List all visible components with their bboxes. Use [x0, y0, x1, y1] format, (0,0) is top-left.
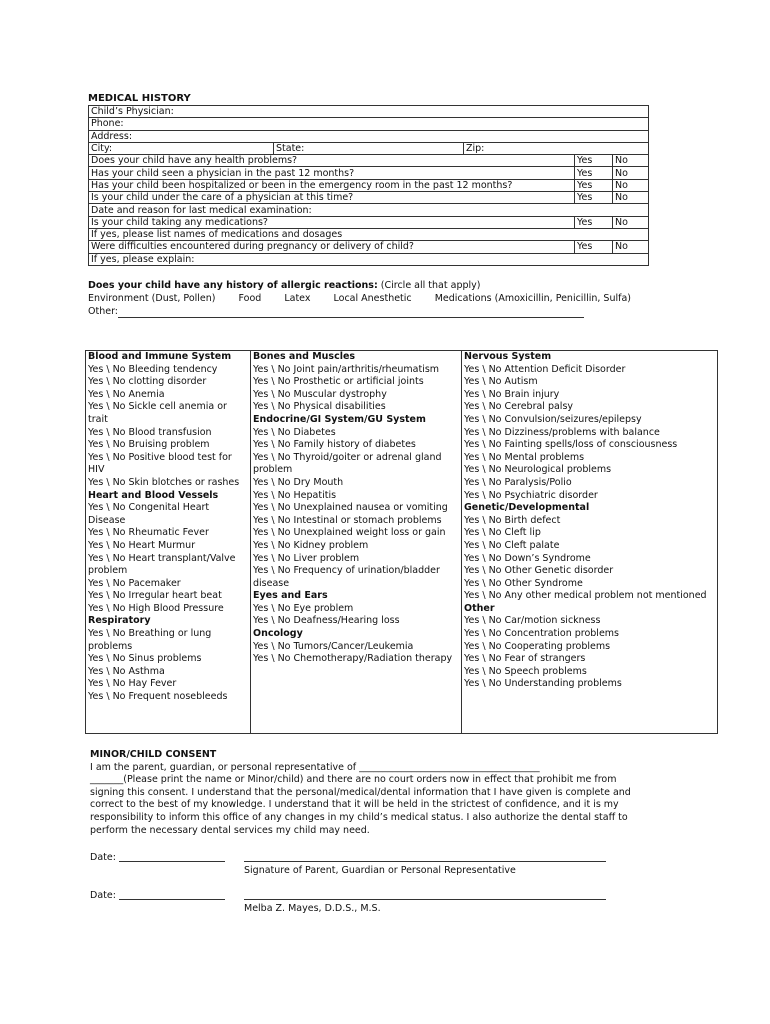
- condition-item[interactable]: Yes \ No Fainting spells/loss of consciousness: [464, 439, 678, 451]
- allergy-option[interactable]: Local Anesthetic: [333, 292, 412, 304]
- condition-item[interactable]: Yes \ No Pacemaker: [88, 577, 181, 589]
- condition-item[interactable]: Yes \ No Frequency of urination/bladder disease: [253, 565, 440, 589]
- no-option[interactable]: No: [613, 192, 649, 204]
- date-input-1[interactable]: [119, 861, 225, 862]
- question-medications: Is your child taking any medications?: [89, 216, 575, 228]
- question-hospitalized: Has your child been hospitalized or been in the emergency room in the past 12 months?: [89, 179, 575, 191]
- allergy-other-label: Other:: [88, 305, 119, 317]
- condition-item[interactable]: Yes \ No Physical disabilities: [253, 401, 386, 413]
- condition-item[interactable]: Yes \ No Congenital Heart Disease: [88, 502, 210, 526]
- doctor-caption: Melba Z. Mayes, D.D.S., M.S.: [244, 903, 381, 914]
- condition-item[interactable]: Yes \ No Fear of strangers: [464, 653, 586, 665]
- medications-list-field[interactable]: If yes, please list names of medications and dosages: [89, 228, 649, 240]
- consent-text-line: I am the parent, guardian, or personal representative of ______________________________________: [90, 761, 540, 773]
- consent-text-line: correct to the best of my knowledge. I understand that it will be held in the strictest of confidence, and it is my: [90, 799, 619, 811]
- condition-item[interactable]: Yes \ No Any other medical problem not mentioned: [464, 590, 707, 602]
- condition-item[interactable]: Yes \ No Other Syndrome: [464, 577, 583, 589]
- condition-item[interactable]: Yes \ No Bruising problem: [88, 439, 210, 451]
- medical-history-table: [88, 105, 649, 266]
- last-exam-field[interactable]: Date and reason for last medical examination:: [89, 204, 649, 216]
- signature-caption: Signature of Parent, Guardian or Personal Representative: [244, 865, 516, 876]
- condition-item[interactable]: Yes \ No Speech problems: [464, 665, 587, 677]
- condition-item[interactable]: Yes \ No Tumors/Cancer/Leukemia: [253, 640, 414, 652]
- medical-history-section: [88, 93, 648, 318]
- condition-item[interactable]: Yes \ No Birth defect: [464, 514, 561, 526]
- no-option[interactable]: No: [613, 216, 649, 228]
- no-option[interactable]: No: [613, 167, 649, 179]
- yes-option[interactable]: Yes: [575, 192, 613, 204]
- condition-item[interactable]: Yes \ No Heart Murmur: [88, 539, 196, 551]
- yes-option[interactable]: Yes: [575, 179, 613, 191]
- conditions-column-1: [86, 351, 250, 733]
- question-seen-physician: Has your child seen a physician in the past 12 months?: [89, 167, 575, 179]
- condition-item[interactable]: Yes \ No Concentration problems: [464, 628, 619, 640]
- date-input-2[interactable]: [119, 899, 225, 900]
- condition-item[interactable]: Yes \ No Paralysis/Polio: [464, 476, 572, 488]
- condition-item[interactable]: Yes \ No Brain injury: [464, 388, 560, 400]
- state-field[interactable]: State:: [274, 142, 464, 154]
- allergy-option[interactable]: Latex: [284, 292, 311, 304]
- condition-item[interactable]: Yes \ No Skin blotches or rashes: [88, 476, 240, 488]
- question-under-care: Is your child under the care of a physician at this time?: [89, 192, 575, 204]
- condition-item[interactable]: Yes \ No Prosthetic or artificial joints: [253, 376, 424, 388]
- condition-item[interactable]: Yes \ No Kidney problem: [253, 539, 369, 551]
- condition-item[interactable]: Yes \ No Car/motion sickness: [464, 615, 601, 627]
- conditions-column-2: [250, 351, 462, 733]
- consent-text-line: perform the necessary dental services my child may need.: [90, 824, 370, 836]
- no-option[interactable]: No: [613, 241, 649, 253]
- condition-item[interactable]: Yes \ No Deafness/Hearing loss: [253, 615, 400, 627]
- condition-item[interactable]: Yes \ No Psychiatric disorder: [464, 489, 598, 501]
- condition-item[interactable]: Yes \ No Muscular dystrophy: [253, 388, 387, 400]
- condition-item[interactable]: Yes \ No Unexplained nausea or vomiting: [253, 502, 448, 514]
- condition-item[interactable]: Yes \ No Blood transfusion: [88, 426, 212, 438]
- condition-item[interactable]: Yes \ No Dry Mouth: [253, 476, 344, 488]
- question-pregnancy: Were difficulties encountered during pregnancy or delivery of child?: [89, 241, 575, 253]
- condition-item[interactable]: Yes \ No High Blood Pressure: [88, 602, 224, 614]
- date-label-1: Date:: [90, 852, 116, 863]
- yes-option[interactable]: Yes: [575, 216, 613, 228]
- condition-item[interactable]: Yes \ No Family history of diabetes: [253, 439, 416, 451]
- zip-field[interactable]: Zip:: [464, 142, 649, 154]
- condition-item[interactable]: Yes \ No Hay Fever: [88, 678, 177, 690]
- condition-item[interactable]: Yes \ No Thyroid/goiter or adrenal gland problem: [253, 451, 442, 476]
- condition-item[interactable]: Yes \ No Mental problems: [464, 451, 585, 463]
- condition-group-heading: Blood and Immune System: [88, 351, 232, 362]
- allergy-other-input[interactable]: [118, 307, 584, 318]
- condition-group-heading: Heart and Blood Vessels: [88, 489, 219, 501]
- condition-item[interactable]: Yes \ No Sickle cell anemia or trait: [88, 401, 227, 425]
- condition-item[interactable]: Yes \ No Chemotherapy/Radiation therapy: [253, 653, 453, 665]
- allergy-section: [88, 279, 648, 318]
- condition-item[interactable]: Yes \ No Autism: [464, 376, 538, 388]
- condition-item[interactable]: Yes \ No Cooperating problems: [464, 640, 611, 652]
- city-field[interactable]: City:: [89, 142, 274, 154]
- condition-group-heading: Oncology: [253, 628, 303, 640]
- condition-group-heading: Endocrine/GI System/GU System: [253, 413, 426, 425]
- conditions-table: [85, 350, 718, 734]
- condition-item[interactable]: Yes \ No Unexplained weight loss or gain: [253, 527, 446, 539]
- condition-item[interactable]: Yes \ No Bleeding tendency: [88, 363, 218, 375]
- condition-item[interactable]: Yes \ No Anemia: [88, 388, 165, 400]
- yes-option[interactable]: Yes: [575, 167, 613, 179]
- condition-item[interactable]: Yes \ No clotting disorder: [88, 376, 207, 388]
- condition-group-heading: Eyes and Ears: [253, 590, 328, 602]
- yes-option[interactable]: Yes: [575, 155, 613, 167]
- condition-item[interactable]: Yes \ No Breathing or lung problems: [88, 628, 212, 652]
- allergy-option[interactable]: Food: [238, 292, 262, 304]
- question-health-problems: Does your child have any health problems?: [89, 155, 575, 167]
- condition-group-heading: Bones and Muscles: [253, 351, 356, 362]
- no-option[interactable]: No: [613, 179, 649, 191]
- allergy-option[interactable]: Medications (Amoxicillin, Penicillin, Sulfa): [434, 292, 631, 304]
- condition-item[interactable]: Yes \ No Dizziness/problems with balance: [464, 426, 660, 438]
- allergy-instruction: (Circle all that apply): [380, 279, 481, 291]
- no-option[interactable]: No: [613, 155, 649, 167]
- consent-title: MINOR/CHILD CONSENT: [90, 749, 217, 760]
- condition-group-heading: Nervous System: [464, 351, 552, 362]
- condition-item[interactable]: Yes \ No Hepatitis: [253, 489, 337, 501]
- condition-item[interactable]: Yes \ No Frequent nosebleeds: [88, 691, 228, 703]
- condition-group-heading: Respiratory: [88, 615, 151, 627]
- condition-item[interactable]: Yes \ No Joint pain/arthritis/rheumatism: [253, 363, 440, 375]
- medical-history-title: MEDICAL HISTORY: [88, 93, 191, 104]
- condition-group-heading: Genetic/Developmental: [464, 502, 590, 514]
- phone-field[interactable]: Phone:: [89, 118, 649, 130]
- address-field[interactable]: Address:: [89, 130, 649, 142]
- condition-item[interactable]: Yes \ No Positive blood test for HIV: [88, 451, 232, 476]
- condition-item[interactable]: Yes \ No Diabetes: [253, 426, 336, 438]
- allergy-question: Does your child have any history of allergic reactions:: [88, 279, 378, 291]
- signature-line[interactable]: [244, 861, 606, 862]
- physician-field[interactable]: Child’s Physician:: [89, 106, 649, 118]
- doctor-signature-line[interactable]: [244, 899, 606, 900]
- condition-item[interactable]: Yes \ No Other Genetic disorder: [464, 565, 614, 577]
- condition-item[interactable]: Yes \ No Intestinal or stomach problems: [253, 514, 442, 526]
- condition-item[interactable]: Yes \ No Understanding problems: [464, 678, 622, 690]
- condition-item[interactable]: Yes \ No Heart transplant/Valve problem: [88, 552, 236, 577]
- explain-field[interactable]: If yes, please explain:: [89, 253, 649, 265]
- condition-item[interactable]: Yes \ No Convulsion/seizures/epilepsy: [464, 413, 642, 425]
- condition-item[interactable]: Yes \ No Sinus problems: [88, 653, 202, 665]
- condition-item[interactable]: Yes \ No Attention Deficit Disorder: [464, 363, 626, 375]
- condition-item[interactable]: Yes \ No Cleft lip: [464, 527, 541, 539]
- condition-item[interactable]: Yes \ No Asthma: [88, 665, 165, 677]
- allergy-options: [88, 292, 648, 305]
- date-label-2: Date:: [90, 890, 116, 901]
- condition-item[interactable]: Yes \ No Liver problem: [253, 552, 360, 564]
- condition-item[interactable]: Yes \ No Cerebral palsy: [464, 401, 574, 413]
- consent-section: [90, 749, 690, 837]
- consent-text-line: _______(Please print the name or Minor/child) and there are no court orders now in effect that prohibit me from: [90, 774, 617, 786]
- consent-text-line: responsibility to inform this office of any changes in my child’s medical status. I also authorize the dental staff to: [90, 811, 628, 823]
- allergy-option[interactable]: Environment (Dust, Pollen): [88, 292, 216, 304]
- condition-item[interactable]: Yes \ No Neurological problems: [464, 464, 612, 476]
- condition-item[interactable]: Yes \ No Cleft palate: [464, 539, 560, 551]
- condition-group-heading: Other: [464, 602, 495, 614]
- condition-item[interactable]: Yes \ No Eye problem: [253, 602, 354, 614]
- condition-item[interactable]: Yes \ No Down’s Syndrome: [464, 552, 591, 564]
- condition-item[interactable]: Yes \ No Irregular heart beat: [88, 590, 222, 602]
- consent-text-line: signing this consent. I understand that the personal/medical/dental information that I have given is complete and: [90, 786, 631, 798]
- conditions-column-3: [462, 351, 717, 733]
- yes-option[interactable]: Yes: [575, 241, 613, 253]
- condition-item[interactable]: Yes \ No Rheumatic Fever: [88, 527, 209, 539]
